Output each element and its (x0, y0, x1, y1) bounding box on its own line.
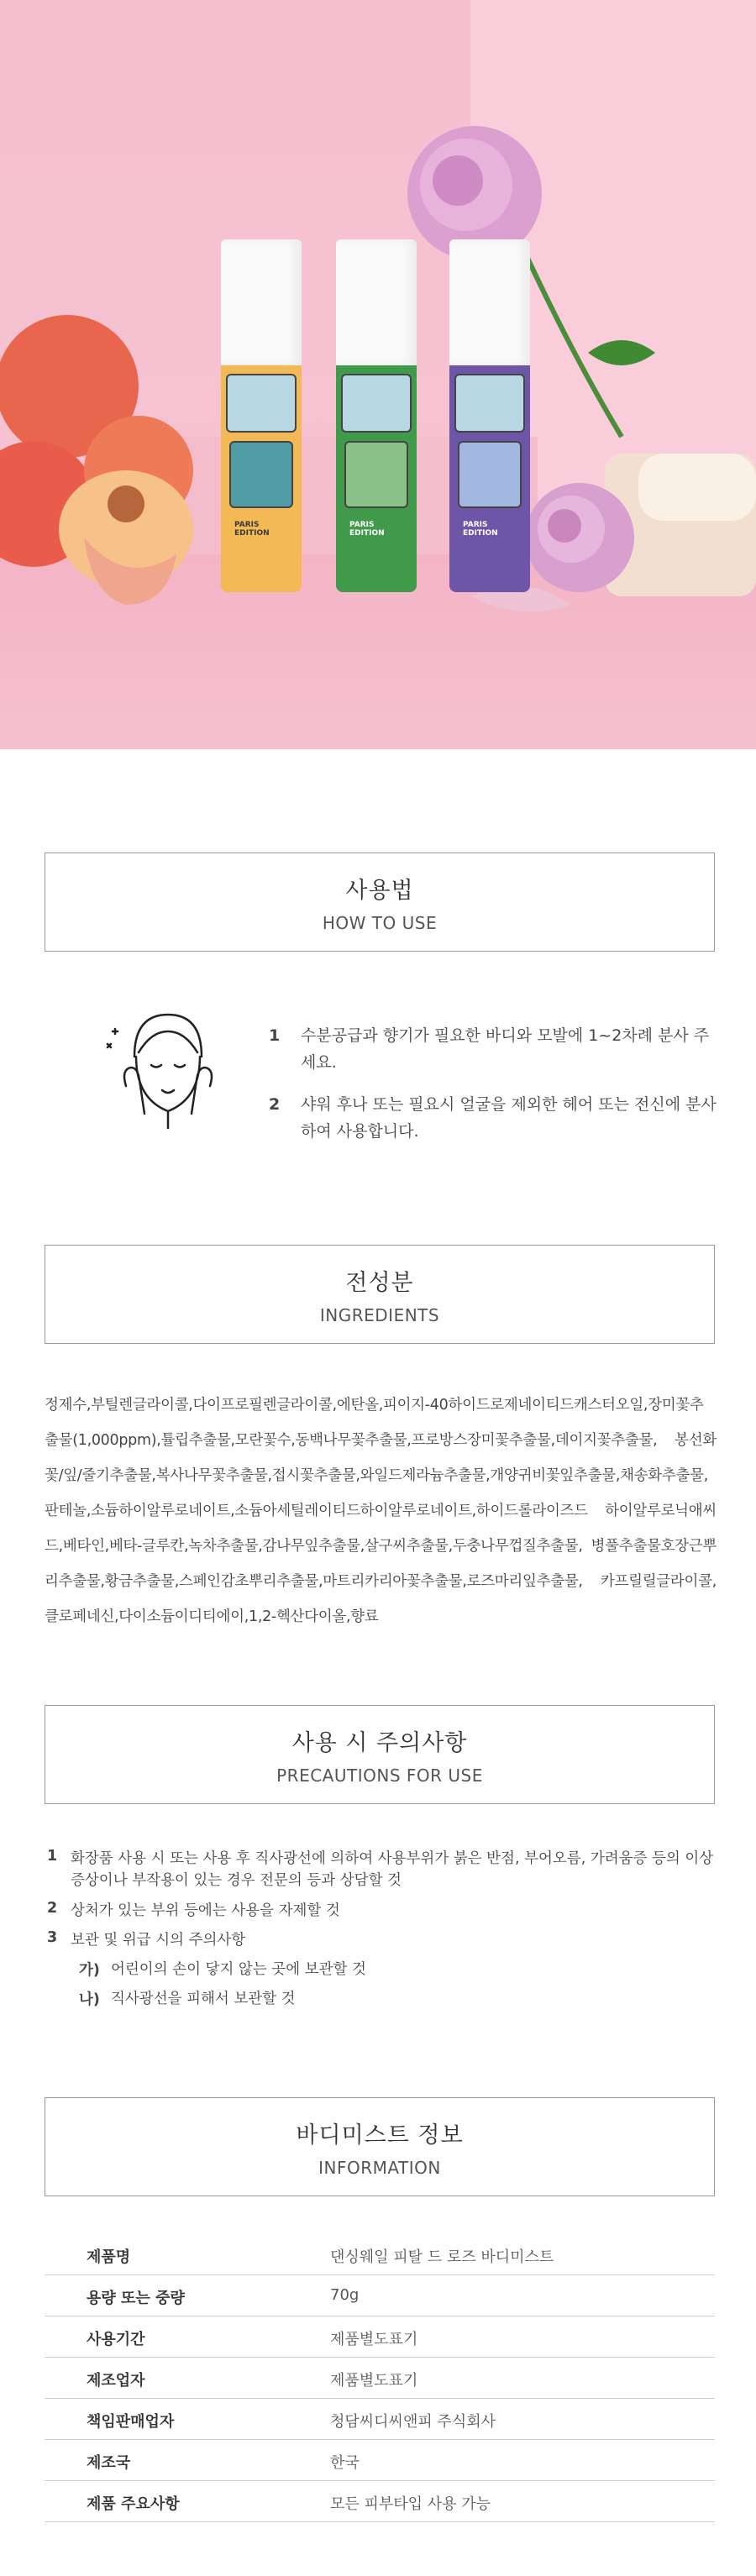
info-value: 청담씨디씨앤피 주식회사 (330, 2413, 496, 2431)
info-row (45, 2481, 715, 2522)
howto-subtitle: HOW TO USE (322, 912, 438, 933)
info-key: 사용기간 (87, 2331, 145, 2348)
precautions-title: 사용 시 주의사항 (291, 1729, 468, 1756)
info-row (45, 2316, 715, 2358)
howto-step-2-text: 샤워 후나 또는 필요시 얼굴을 제외한 헤어 또는 전신에 분사하여 사용합니다. (301, 1095, 717, 1141)
howto-step-1 (269, 1022, 710, 1076)
info-value: 70g (330, 2286, 360, 2304)
info-row (45, 2440, 715, 2481)
info-row (45, 2275, 715, 2316)
bottle-2 (336, 239, 417, 592)
info-key: 책임판매업자 (87, 2413, 175, 2431)
precaution-sub-a-num: 가) (79, 1962, 100, 1979)
ingredients-subtitle: INGREDIENTS (319, 1304, 440, 1325)
precaution-3-num: 3 (47, 1929, 58, 1946)
bottle-1-edition: PARIS EDITION (234, 521, 270, 538)
precaution-1-text: 화장품 사용 시 또는 사용 후 직사광선에 의하여 사용부위가 붉은 반점, 부어오름, 가려움증 등의 이상 증상이나 부작용이 있는 경우 전문의 등과 상담할 것 (71, 1850, 714, 1889)
hero-product-photo (0, 0, 756, 749)
howto-step-1-num: 1 (269, 1026, 281, 1045)
precaution-3-text: 보관 및 위급 시의 주의사항 (71, 1932, 246, 1949)
soap-top (638, 454, 756, 521)
bottle-2-edition: PARIS EDITION (349, 521, 385, 538)
info-row (45, 2234, 715, 2275)
precaution-2-num: 2 (47, 1900, 58, 1917)
info-value: 한국 (330, 2454, 360, 2472)
bottle-3-edition: PARIS EDITION (463, 521, 498, 538)
howto-step-2 (269, 1091, 717, 1145)
info-header-box (45, 2097, 715, 2196)
howto-header-box (45, 853, 715, 952)
precaution-1-num: 1 (47, 1848, 58, 1865)
info-key: 제품 주요사항 (87, 2495, 180, 2513)
info-value: 제품별도표기 (330, 2331, 418, 2348)
info-value: 댄싱웨일 피탈 드 로즈 바디미스트 (330, 2248, 554, 2266)
info-row (45, 2358, 715, 2399)
howto-step-1-text: 수분공급과 향기가 필요한 바디와 모발에 1~2차례 분사 주세요. (301, 1026, 710, 1072)
info-value: 모든 피부타입 사용 가능 (330, 2495, 491, 2513)
info-row (45, 2399, 715, 2440)
ingredients-header-box (45, 1245, 715, 1344)
precaution-2-text: 상처가 있는 부위 등에는 사용을 자제할 것 (71, 1902, 340, 1919)
ingredients-title: 전성분 (345, 1269, 414, 1296)
info-key: 제조업자 (87, 2372, 145, 2390)
info-key: 제품명 (87, 2248, 131, 2266)
info-key: 용량 또는 중량 (87, 2290, 185, 2307)
bottle-3 (449, 239, 530, 592)
ingredients-text: 정제수,부틸렌글라이콜,다이프로필렌글라이콜,에탄올,피이지-40하이드로제네이티드캐스터오일,장미꽃추출물(1,000ppm),튤립추출물,모란꽃수,동백나무꽃추출물,프로방스장미꽃추출물,데이지꽃추출물, 봉선화꽃/잎/줄기추출물,복사나무꽃추출물,접시꽃추출물,와일드제라늄추출물,개양귀비꽃잎추출물,채송화추출물,판테놀,소듐하이알루로네이트,소듐아세틸레이티드하이알루로네이트,하이드롤라이즈드 하이알루로닉애씨드,베타인,베타-글루칸,녹차추출물,감나무잎추출물,살구씨추출물,두충나무껍질추출물, 병풀추출물호장근뿌리추출물,황금추출물,스페인감초뿌리추출물,마트리카리아꽃추출물,로즈마리잎추출물, 카프릴릴글라이콜,클로페네신,다이소듐이디티에이,1,2-헥산다이올,향료 (45, 1397, 717, 1625)
precaution-sub-a-text: 어린이의 손이 닿지 않는 곳에 보관할 것 (111, 1961, 366, 1978)
face-misting-icon (101, 1006, 218, 1132)
howto-title: 사용법 (345, 877, 414, 904)
info-value: 제품별도표기 (330, 2372, 418, 2390)
howto-step-2-num: 2 (269, 1095, 281, 1114)
precautions-header-box (45, 1705, 715, 1804)
peach-pit (108, 485, 144, 522)
info-title: 바디미스트 정보 (296, 2122, 464, 2148)
info-key: 제조국 (87, 2454, 131, 2472)
precautions-subtitle: PRECAUTIONS FOR USE (276, 1765, 483, 1786)
precaution-sub-b-num: 나) (79, 1991, 100, 2008)
precaution-sub-b-text: 직사광선을 피해서 보관할 것 (111, 1991, 296, 2007)
info-subtitle: INFORMATION (318, 2157, 441, 2178)
bottle-1 (221, 239, 302, 592)
